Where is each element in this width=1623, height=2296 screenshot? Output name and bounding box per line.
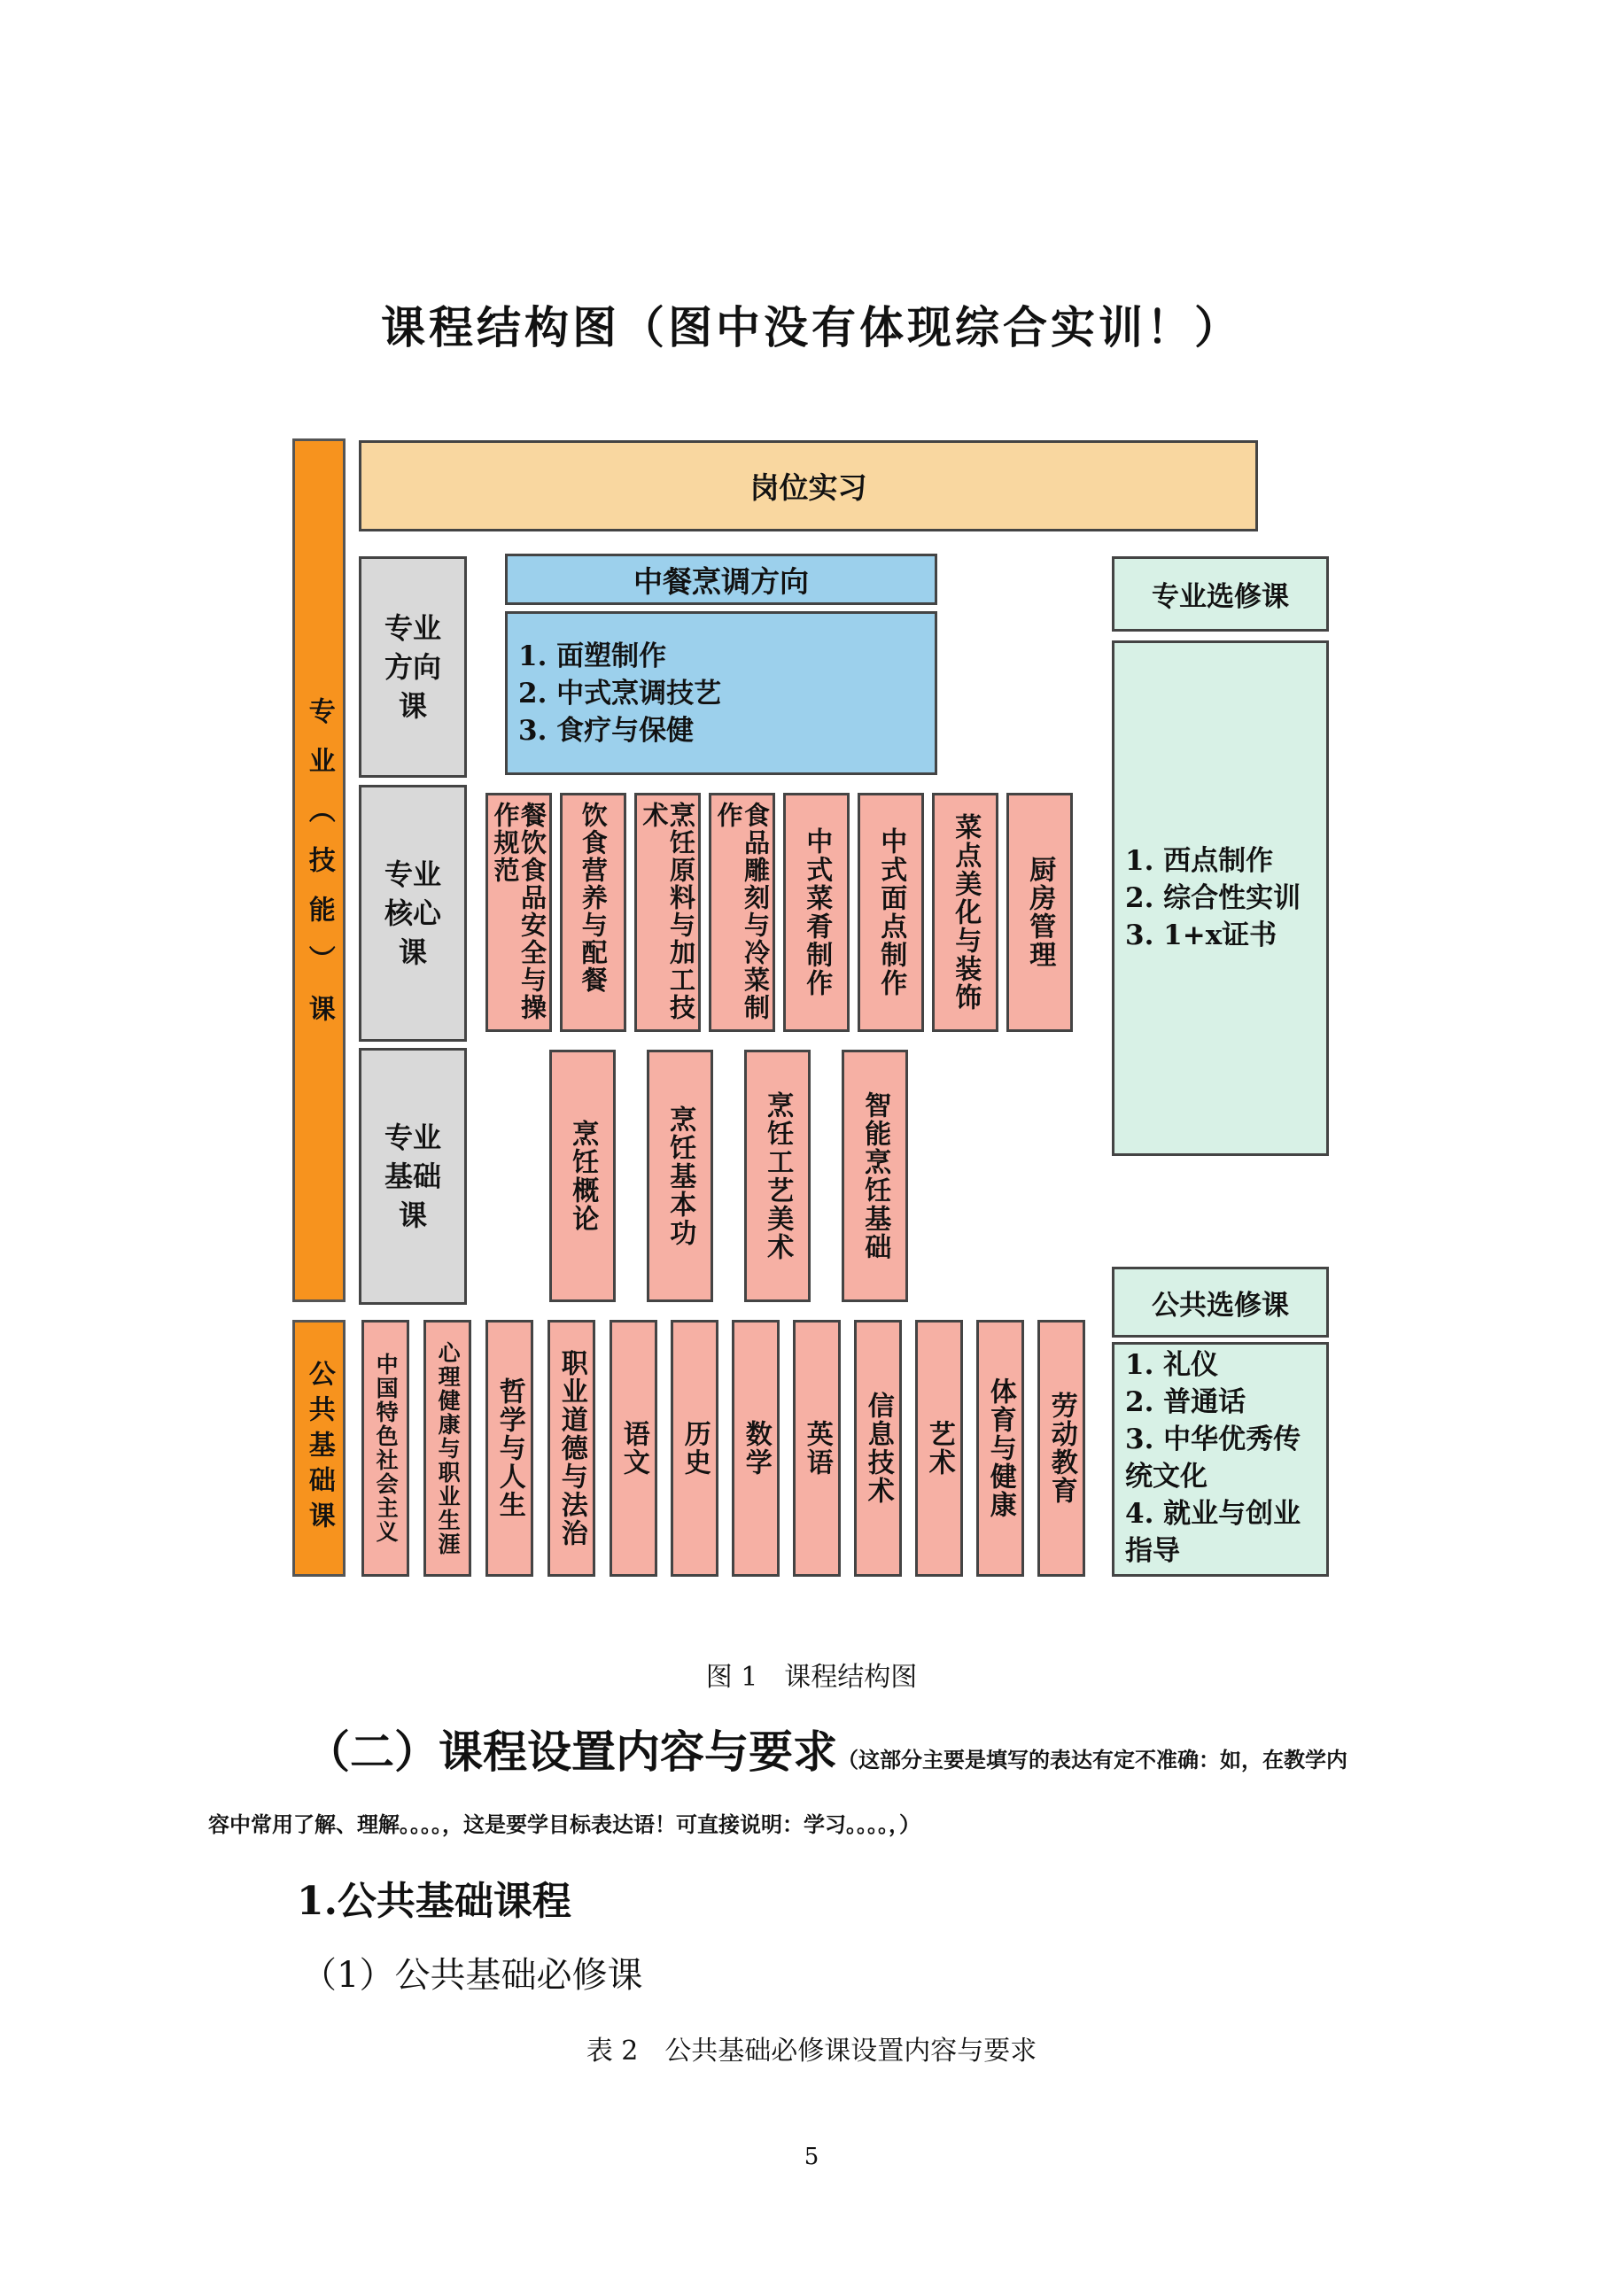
pub-elective-item: 3. 中华优秀传 (1125, 1423, 1301, 1455)
foundation-course-label: 智能烹饪基础 (859, 1090, 891, 1261)
pro-elective-title-box (1112, 556, 1329, 632)
core-course-label: 饮食营养与配餐 (578, 802, 609, 994)
core-course-label: 食品雕刻与冷菜制作 (713, 802, 771, 1021)
page-number: 5 (804, 2144, 819, 2170)
foundation-course (549, 1050, 616, 1302)
foundation-category (359, 1048, 467, 1305)
core-category (359, 785, 467, 1042)
pro-elective-item: 2. 综合性实训 (1125, 882, 1301, 914)
public-course-label: 体育与健康 (984, 1377, 1016, 1519)
professional-skill-label (292, 438, 346, 1302)
public-course-label: 劳动教育 (1045, 1392, 1077, 1505)
direction-title-box (505, 554, 937, 605)
direction-item: 1. 面塑制作 (518, 640, 667, 672)
core-course-label: 餐饮食品安全与操作规范 (490, 802, 547, 1021)
core-category-label: 专业核心课 (384, 857, 441, 969)
pub-elective-title: 公共选修课 (1152, 1289, 1289, 1322)
core-course (1006, 793, 1073, 1032)
public-course-label: 数学 (740, 1420, 772, 1477)
core-course (932, 793, 998, 1032)
pro-elective-list (1114, 842, 1301, 954)
internship-box (359, 440, 1258, 531)
public-course-label: 英语 (801, 1420, 833, 1477)
section-note: （这部分主要是填写的表达有定不准确：如，在教学内 (837, 1747, 1347, 1772)
public-course (854, 1320, 902, 1577)
public-course-label: 哲学与人生 (493, 1377, 525, 1519)
pro-elective-title: 专业选修课 (1152, 581, 1289, 613)
public-course-label: 中国特色社会主义 (373, 1353, 400, 1544)
public-course (423, 1320, 471, 1577)
direction-items-box (505, 611, 937, 775)
pub-elective-item: 统文化 (1125, 1461, 1208, 1493)
core-course (560, 793, 626, 1032)
direction-category (359, 556, 467, 778)
core-course-label: 中式菜肴制作 (801, 827, 833, 997)
core-course (783, 793, 850, 1032)
pub-elective-item: 1. 礼仪 (1125, 1349, 1219, 1381)
core-course-label: 中式面点制作 (875, 827, 907, 997)
public-basic-label (292, 1320, 346, 1577)
core-course (709, 793, 775, 1032)
pub-elective-item: 4. 就业与创业 (1125, 1498, 1301, 1530)
section-note-continued: 容中常用了解、理解。。。。，这是要学目标表达语！可直接说明：学习。。。。，） (208, 1811, 920, 1837)
public-course (732, 1320, 780, 1577)
direction-item: 2. 中式烹调技艺 (518, 677, 722, 710)
public-course (976, 1320, 1024, 1577)
direction-title: 中餐烹调方向 (633, 563, 809, 599)
internship-label: 岗位实习 (749, 470, 867, 505)
public-course (361, 1320, 409, 1577)
public-course-label: 艺术 (923, 1420, 955, 1477)
public-course-label: 信息技术 (862, 1392, 894, 1505)
public-course (793, 1320, 841, 1577)
foundation-course (744, 1050, 811, 1302)
table-caption: 表 2 公共基础必修课设置内容与要求 (586, 2036, 1037, 2067)
foundation-course-label: 烹饪基本功 (664, 1105, 696, 1247)
public-course-label: 语文 (617, 1420, 649, 1477)
public-course (915, 1320, 963, 1577)
pro-elective-item: 1. 西点制作 (1125, 845, 1274, 877)
public-course (1037, 1320, 1085, 1577)
figure-caption: 图 1 课程结构图 (705, 1662, 918, 1693)
core-course-label: 菜点美化与装饰 (950, 813, 982, 1012)
public-course (485, 1320, 533, 1577)
direction-item: 3. 食疗与保健 (518, 714, 695, 747)
page-title: 课程结构图（图中没有体现综合实训！） (381, 301, 1242, 353)
public-course-label: 心理健康与职业生涯 (435, 1340, 462, 1556)
foundation-category-label: 专业基础课 (384, 1121, 441, 1232)
core-course (634, 793, 701, 1032)
foundation-course-label: 烹饪工艺美术 (762, 1090, 794, 1261)
pro-elective-item: 3. 1+x证书 (1125, 919, 1277, 951)
public-course (610, 1320, 657, 1577)
pub-elective-items-box (1112, 1342, 1329, 1577)
foundation-course-label: 烹饪概论 (567, 1119, 599, 1233)
public-course (671, 1320, 718, 1577)
foundation-course (842, 1050, 908, 1302)
pro-elective-items-box (1112, 640, 1329, 1156)
direction-category-label: 专业方向课 (384, 611, 441, 723)
section-heading: （二）课程设置内容与要求 (306, 1726, 837, 1778)
pub-elective-item: 2. 普通话 (1125, 1386, 1246, 1418)
core-course-label: 厨房管理 (1024, 856, 1056, 969)
subheading-required-courses: （1）公共基础必修课 (301, 1955, 643, 1996)
core-course (858, 793, 924, 1032)
subheading-public-courses: 1.公共基础课程 (297, 1879, 571, 1924)
direction-items-list (508, 638, 721, 749)
core-course-label: 烹饪原料与加工技术 (639, 802, 696, 1021)
public-course (547, 1320, 595, 1577)
public-course-label: 历史 (679, 1420, 711, 1477)
foundation-course (647, 1050, 713, 1302)
professional-skill-text: 专业（技能）课 (303, 696, 335, 1044)
core-course (485, 793, 552, 1032)
public-course-label: 职业道德与法治 (555, 1349, 587, 1547)
pub-elective-list (1114, 1346, 1301, 1570)
public-basic-text: 公共基础课 (303, 1360, 335, 1537)
section-heading-line (306, 1717, 1590, 1780)
pub-elective-title-box (1112, 1267, 1329, 1338)
pub-elective-item: 指导 (1125, 1535, 1180, 1567)
